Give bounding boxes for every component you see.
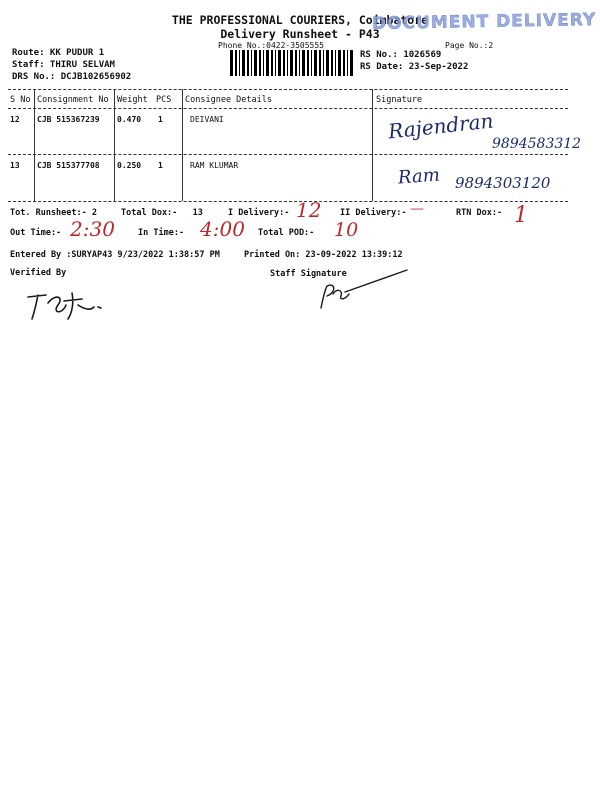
rtn-dox-label: RTN Dox:-	[456, 208, 503, 218]
verifier-signature-mark	[20, 283, 140, 323]
column-divider	[34, 89, 35, 201]
entered-by: Entered By :SURYAP43 9/23/2022 1:38:57 PM	[10, 250, 220, 260]
header-consignment: Consignment No	[37, 95, 109, 105]
rs-date: RS Date: 23-Sep-2022	[360, 62, 469, 72]
row-weight: 0.470	[117, 115, 142, 124]
row-consignment: CJB 515367239	[37, 115, 100, 124]
row-weight: 0.250	[117, 161, 142, 170]
staff: Staff: THIRU SELVAM	[12, 60, 115, 70]
ii-delivery-value: —	[410, 201, 424, 217]
column-divider	[114, 89, 115, 201]
staff-signature-mark	[315, 268, 415, 312]
rs-number: RS No.: 1026569	[360, 50, 442, 60]
total-dox: Total Dox:- 13	[121, 208, 203, 218]
rtn-dox-value: 1	[514, 203, 528, 228]
phone-number: Phone No.:0422-3505555	[218, 41, 324, 50]
out-time-label: Out Time:-	[10, 228, 62, 238]
verified-by-label: Verified By	[10, 268, 67, 278]
row-consignee: DEIVANI	[190, 115, 224, 124]
tot-runsheet: Tot. Runsheet:- 2	[10, 208, 97, 218]
i-delivery-value: 12	[296, 198, 322, 222]
runsheet-title: Delivery Runsheet - P43	[220, 27, 380, 41]
in-time-label: In Time:-	[138, 228, 185, 238]
table-bottom-rule	[8, 201, 568, 202]
header-pcs: PCS	[156, 95, 172, 105]
page-number: Page No.:2	[445, 41, 494, 50]
recipient-phone: 9894583312	[492, 136, 582, 152]
route: Route: KK PUDUR 1	[12, 48, 105, 58]
row-separator	[8, 154, 568, 155]
row-pcs: 1	[158, 115, 163, 124]
total-pod-value: 10	[334, 219, 359, 241]
table-top-rule	[8, 89, 568, 90]
document-delivery-stamp: DOCUMENT DELIVERY	[371, 10, 597, 34]
row-sno: 12	[10, 115, 20, 124]
header-signature: Signature	[376, 95, 423, 105]
barcode	[230, 50, 354, 76]
drs-number: DRS No.: DCJB102656902	[12, 72, 132, 82]
in-time-value: 4:00	[200, 217, 245, 241]
header-sno: S No	[10, 95, 31, 105]
row-consignment: CJB 515377708	[37, 161, 100, 170]
row-sno: 13	[10, 161, 20, 170]
column-divider	[182, 89, 183, 201]
out-time-value: 2:30	[70, 217, 115, 241]
i-delivery-label: I Delivery:-	[228, 208, 290, 218]
recipient-phone: 9894303120	[455, 174, 551, 192]
row-pcs: 1	[158, 161, 163, 170]
total-pod-label: Total POD:-	[258, 228, 315, 238]
staff-signature-label: Staff Signature	[270, 269, 347, 279]
column-divider	[372, 89, 373, 201]
company-title: THE PROFESSIONAL COURIERS, Coimbatore	[171, 13, 429, 27]
printed-on: Printed On: 23-09-2022 13:39:12	[244, 250, 403, 260]
header-consignee: Consignee Details	[185, 95, 272, 105]
recipient-signature: Ram	[397, 164, 441, 189]
recipient-signature: Rajendran	[387, 108, 495, 144]
header-weight: Weight	[117, 95, 148, 105]
ii-delivery-label: II Delivery:-	[340, 208, 407, 218]
row-consignee: RAM KLUMAR	[190, 161, 239, 170]
